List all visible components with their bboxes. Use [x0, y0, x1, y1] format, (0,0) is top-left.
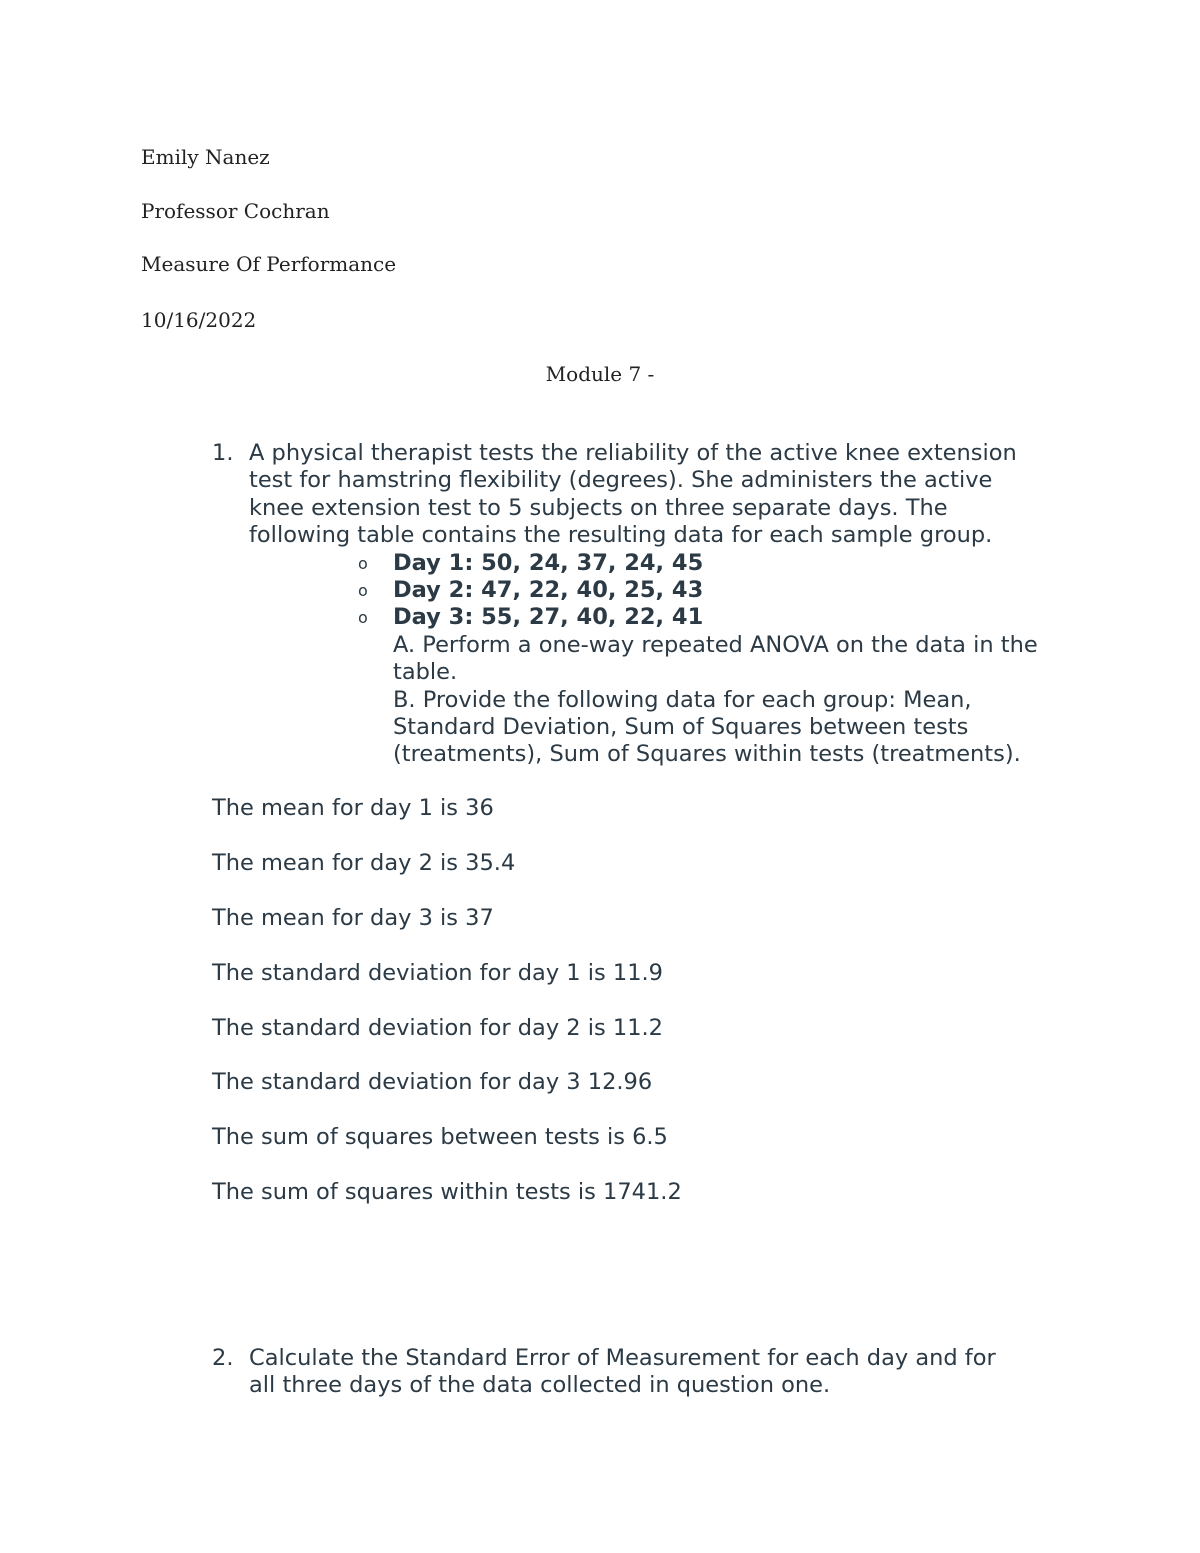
- day-3-data: Day 3: 55, 27, 40, 22, 41: [393, 604, 704, 631]
- module-title: Module 7 -: [545, 362, 655, 386]
- day-1-data: Day 1: 50, 24, 37, 24, 45: [393, 549, 704, 576]
- question-2-number: 2.: [212, 1345, 234, 1371]
- part-a-line: table.: [393, 659, 458, 686]
- answer-sd-day-3: The standard deviation for day 3 12.96: [212, 1069, 653, 1095]
- answer-sd-day-1: The standard deviation for day 1 is 11.9: [212, 960, 663, 986]
- part-b-line: B. Provide the following data for each group: Mean,: [393, 686, 972, 713]
- answer-mean-day-1: The mean for day 1 is 36: [212, 795, 494, 821]
- bullet-icon: o: [358, 608, 368, 628]
- part-b-line: Standard Deviation, Sum of Squares between tests: [393, 714, 969, 741]
- question-1: [212, 440, 1072, 769]
- answer-ss-within: The sum of squares within tests is 1741.2: [212, 1179, 682, 1205]
- answer-ss-between: The sum of squares between tests is 6.5: [212, 1124, 668, 1150]
- question-2: [212, 1345, 1072, 1400]
- question-2-line: all three days of the data collected in question one.: [249, 1372, 831, 1399]
- question-1-number: 1.: [212, 440, 234, 466]
- answer-mean-day-3: The mean for day 3 is 37: [212, 905, 494, 931]
- question-2-text: [249, 1345, 1072, 1400]
- part-a: [393, 632, 1072, 687]
- bullet-icon: o: [358, 553, 368, 573]
- day-2-data: Day 2: 47, 22, 40, 25, 43: [393, 577, 704, 604]
- question-1-line: test for hamstring flexibility (degrees). She administers the active: [249, 467, 993, 494]
- answer-sd-day-2: The standard deviation for day 2 is 11.2: [212, 1015, 663, 1041]
- bullet-icon: o: [358, 581, 368, 601]
- course-name: Measure Of Performance: [141, 252, 397, 276]
- question-1-line: A physical therapist tests the reliability of the active knee extension: [249, 440, 1017, 466]
- day-data-item: [358, 604, 1072, 631]
- part-b-line: (treatments), Sum of Squares within tests (treatments).: [393, 741, 1021, 768]
- question-1-text: [249, 440, 1072, 769]
- answer-mean-day-2: The mean for day 2 is 35.4: [212, 850, 516, 876]
- question-1-line: knee extension test to 5 subjects on three separate days. The: [249, 494, 948, 521]
- question-1-line: following table contains the resulting data for each sample group.: [249, 522, 993, 549]
- day-data-item: [358, 549, 1072, 577]
- professor-name: Professor Cochran: [141, 199, 330, 223]
- day-data-list: [358, 549, 1072, 632]
- question-2-line: Calculate the Standard Error of Measurement for each day and for: [249, 1345, 996, 1371]
- day-data-item: [358, 577, 1072, 604]
- part-a-line: A. Perform a one-way repeated ANOVA on the data in the: [393, 631, 1038, 658]
- part-b: [393, 687, 1072, 769]
- document-date: 10/16/2022: [141, 308, 257, 332]
- student-name: Emily Nanez: [141, 145, 270, 169]
